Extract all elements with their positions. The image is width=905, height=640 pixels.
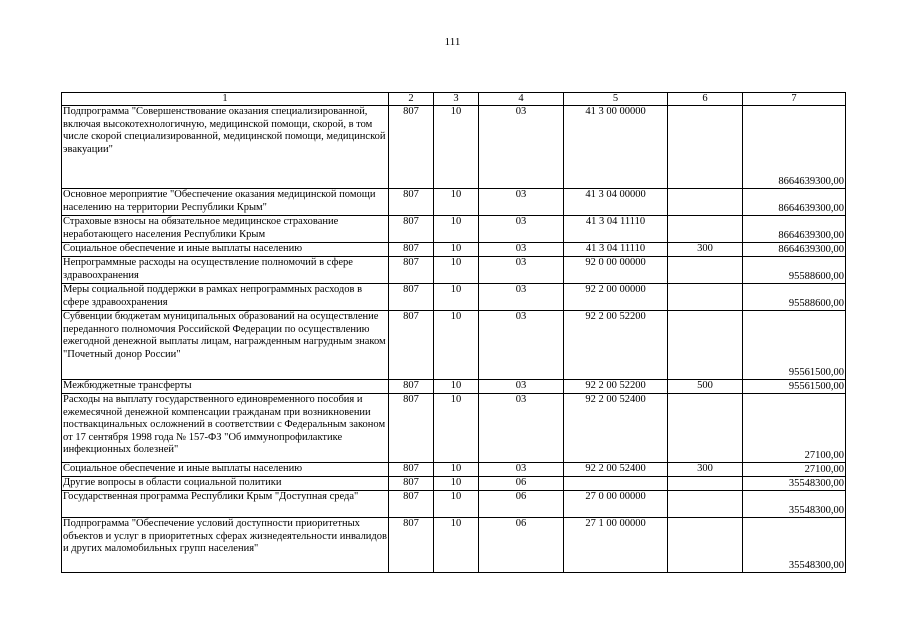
ministry-code: 807	[389, 491, 434, 518]
column-header: 6	[668, 93, 743, 106]
expense-type-code: 300	[668, 463, 743, 477]
table-row	[62, 106, 846, 189]
table-row	[62, 243, 846, 257]
section-code: 10	[434, 518, 479, 573]
column-header: 3	[434, 93, 479, 106]
row-name: Межбюджетные трансферты	[62, 380, 389, 394]
amount: 35548300,00	[743, 491, 846, 518]
row-name: Государственная программа Республики Крым "Доступная среда"	[62, 491, 389, 518]
amount: 27100,00	[743, 463, 846, 477]
expense-type-code	[668, 311, 743, 380]
ministry-code: 807	[389, 106, 434, 189]
amount: 8664639300,00	[743, 216, 846, 243]
target-code: 92 2 00 52200	[564, 380, 668, 394]
subsection-code: 03	[479, 106, 564, 189]
row-name: Социальное обеспечение и иные выплаты населению	[62, 243, 389, 257]
amount: 27100,00	[743, 394, 846, 463]
section-code: 10	[434, 311, 479, 380]
section-code: 10	[434, 380, 479, 394]
target-code: 92 2 00 52200	[564, 311, 668, 380]
subsection-code: 03	[479, 257, 564, 284]
subsection-code: 03	[479, 189, 564, 216]
expense-type-code	[668, 394, 743, 463]
expense-type-code	[668, 189, 743, 216]
expense-type-code	[668, 518, 743, 573]
table-row	[62, 477, 846, 491]
subsection-code: 06	[479, 518, 564, 573]
column-header: 5	[564, 93, 668, 106]
row-name: Основное мероприятие "Обеспечение оказания медицинской помощи населению на территории Республики Крым"	[62, 189, 389, 216]
column-header: 7	[743, 93, 846, 106]
row-name: Страховые взносы на обязательное медицинское страхование неработающего населения Республики Крым	[62, 216, 389, 243]
section-code: 10	[434, 463, 479, 477]
table-row	[62, 216, 846, 243]
row-name: Непрограммные расходы на осуществление полномочий в сфере здравоохранения	[62, 257, 389, 284]
table-row	[62, 284, 846, 311]
column-header: 1	[62, 93, 389, 106]
expense-type-code	[668, 216, 743, 243]
amount: 8664639300,00	[743, 189, 846, 216]
expense-type-code: 500	[668, 380, 743, 394]
expense-type-code	[668, 257, 743, 284]
subsection-code: 03	[479, 216, 564, 243]
ministry-code: 807	[389, 477, 434, 491]
section-code: 10	[434, 491, 479, 518]
ministry-code: 807	[389, 463, 434, 477]
target-code: 27 0 00 00000	[564, 491, 668, 518]
ministry-code: 807	[389, 394, 434, 463]
table-row	[62, 491, 846, 518]
row-name: Расходы на выплату государственного единовременного пособия и ежемесячной денежной компенсации гражданам при возникновении поствакцинальных осложнений в соответствии с Федеральным законом от 17 сентября 1998 года № 157-ФЗ "Об иммунопрофилактике инфекционных болезней"	[62, 394, 389, 463]
row-name: Меры социальной поддержки в рамках непрограммных расходов в сфере здравоохранения	[62, 284, 389, 311]
section-code: 10	[434, 394, 479, 463]
amount: 95561500,00	[743, 311, 846, 380]
expense-type-code	[668, 284, 743, 311]
column-header: 2	[389, 93, 434, 106]
expense-type-code: 300	[668, 243, 743, 257]
section-code: 10	[434, 284, 479, 311]
amount: 35548300,00	[743, 477, 846, 491]
amount: 8664639300,00	[743, 106, 846, 189]
expense-type-code	[668, 491, 743, 518]
subsection-code: 03	[479, 284, 564, 311]
table-row	[62, 463, 846, 477]
subsection-code: 03	[479, 394, 564, 463]
section-code: 10	[434, 243, 479, 257]
table-row	[62, 189, 846, 216]
target-code: 92 2 00 00000	[564, 284, 668, 311]
subsection-code: 03	[479, 380, 564, 394]
table-row	[62, 394, 846, 463]
section-code: 10	[434, 106, 479, 189]
section-code: 10	[434, 257, 479, 284]
target-code	[564, 477, 668, 491]
table-row	[62, 311, 846, 380]
expense-type-code	[668, 106, 743, 189]
row-name: Субвенции бюджетам муниципальных образований на осуществление переданного полномочия Российской Федерации по осуществлению ежегодной денежной выплаты лицам, награжденным нагрудным знаком "Почетный донор России"	[62, 311, 389, 380]
target-code: 92 2 00 52400	[564, 394, 668, 463]
table-row	[62, 380, 846, 394]
amount: 95588600,00	[743, 257, 846, 284]
subsection-code: 03	[479, 463, 564, 477]
target-code: 27 1 00 00000	[564, 518, 668, 573]
ministry-code: 807	[389, 243, 434, 257]
row-name: Другие вопросы в области социальной политики	[62, 477, 389, 491]
table-row	[62, 257, 846, 284]
target-code: 41 3 04 11110	[564, 243, 668, 257]
target-code: 41 3 04 00000	[564, 189, 668, 216]
page-number: 111	[444, 36, 461, 48]
section-code: 10	[434, 216, 479, 243]
expense-type-code	[668, 477, 743, 491]
row-name: Подпрограмма "Совершенствование оказания специализированной, включая высокотехнологичную, медицинской помощи, скорой, в том числе скорой специализированной, медицинской помощи, медицинской эвакуации"	[62, 106, 389, 189]
subsection-code: 06	[479, 477, 564, 491]
row-name: Социальное обеспечение и иные выплаты населению	[62, 463, 389, 477]
amount: 35548300,00	[743, 518, 846, 573]
subsection-code: 06	[479, 491, 564, 518]
amount: 8664639300,00	[743, 243, 846, 257]
target-code: 92 2 00 52400	[564, 463, 668, 477]
ministry-code: 807	[389, 257, 434, 284]
target-code: 41 3 00 00000	[564, 106, 668, 189]
subsection-code: 03	[479, 243, 564, 257]
budget-table	[61, 92, 846, 573]
target-code: 92 0 00 00000	[564, 257, 668, 284]
ministry-code: 807	[389, 311, 434, 380]
column-number-row	[62, 93, 846, 106]
section-code: 10	[434, 477, 479, 491]
ministry-code: 807	[389, 380, 434, 394]
table-row	[62, 518, 846, 573]
amount: 95588600,00	[743, 284, 846, 311]
target-code: 41 3 04 11110	[564, 216, 668, 243]
ministry-code: 807	[389, 518, 434, 573]
ministry-code: 807	[389, 189, 434, 216]
amount: 95561500,00	[743, 380, 846, 394]
row-name: Подпрограмма "Обеспечение условий доступности приоритетных объектов и услуг в приоритетных сферах жизнедеятельности инвалидов и других маломобильных групп населения"	[62, 518, 389, 573]
subsection-code: 03	[479, 311, 564, 380]
ministry-code: 807	[389, 216, 434, 243]
ministry-code: 807	[389, 284, 434, 311]
section-code: 10	[434, 189, 479, 216]
column-header: 4	[479, 93, 564, 106]
